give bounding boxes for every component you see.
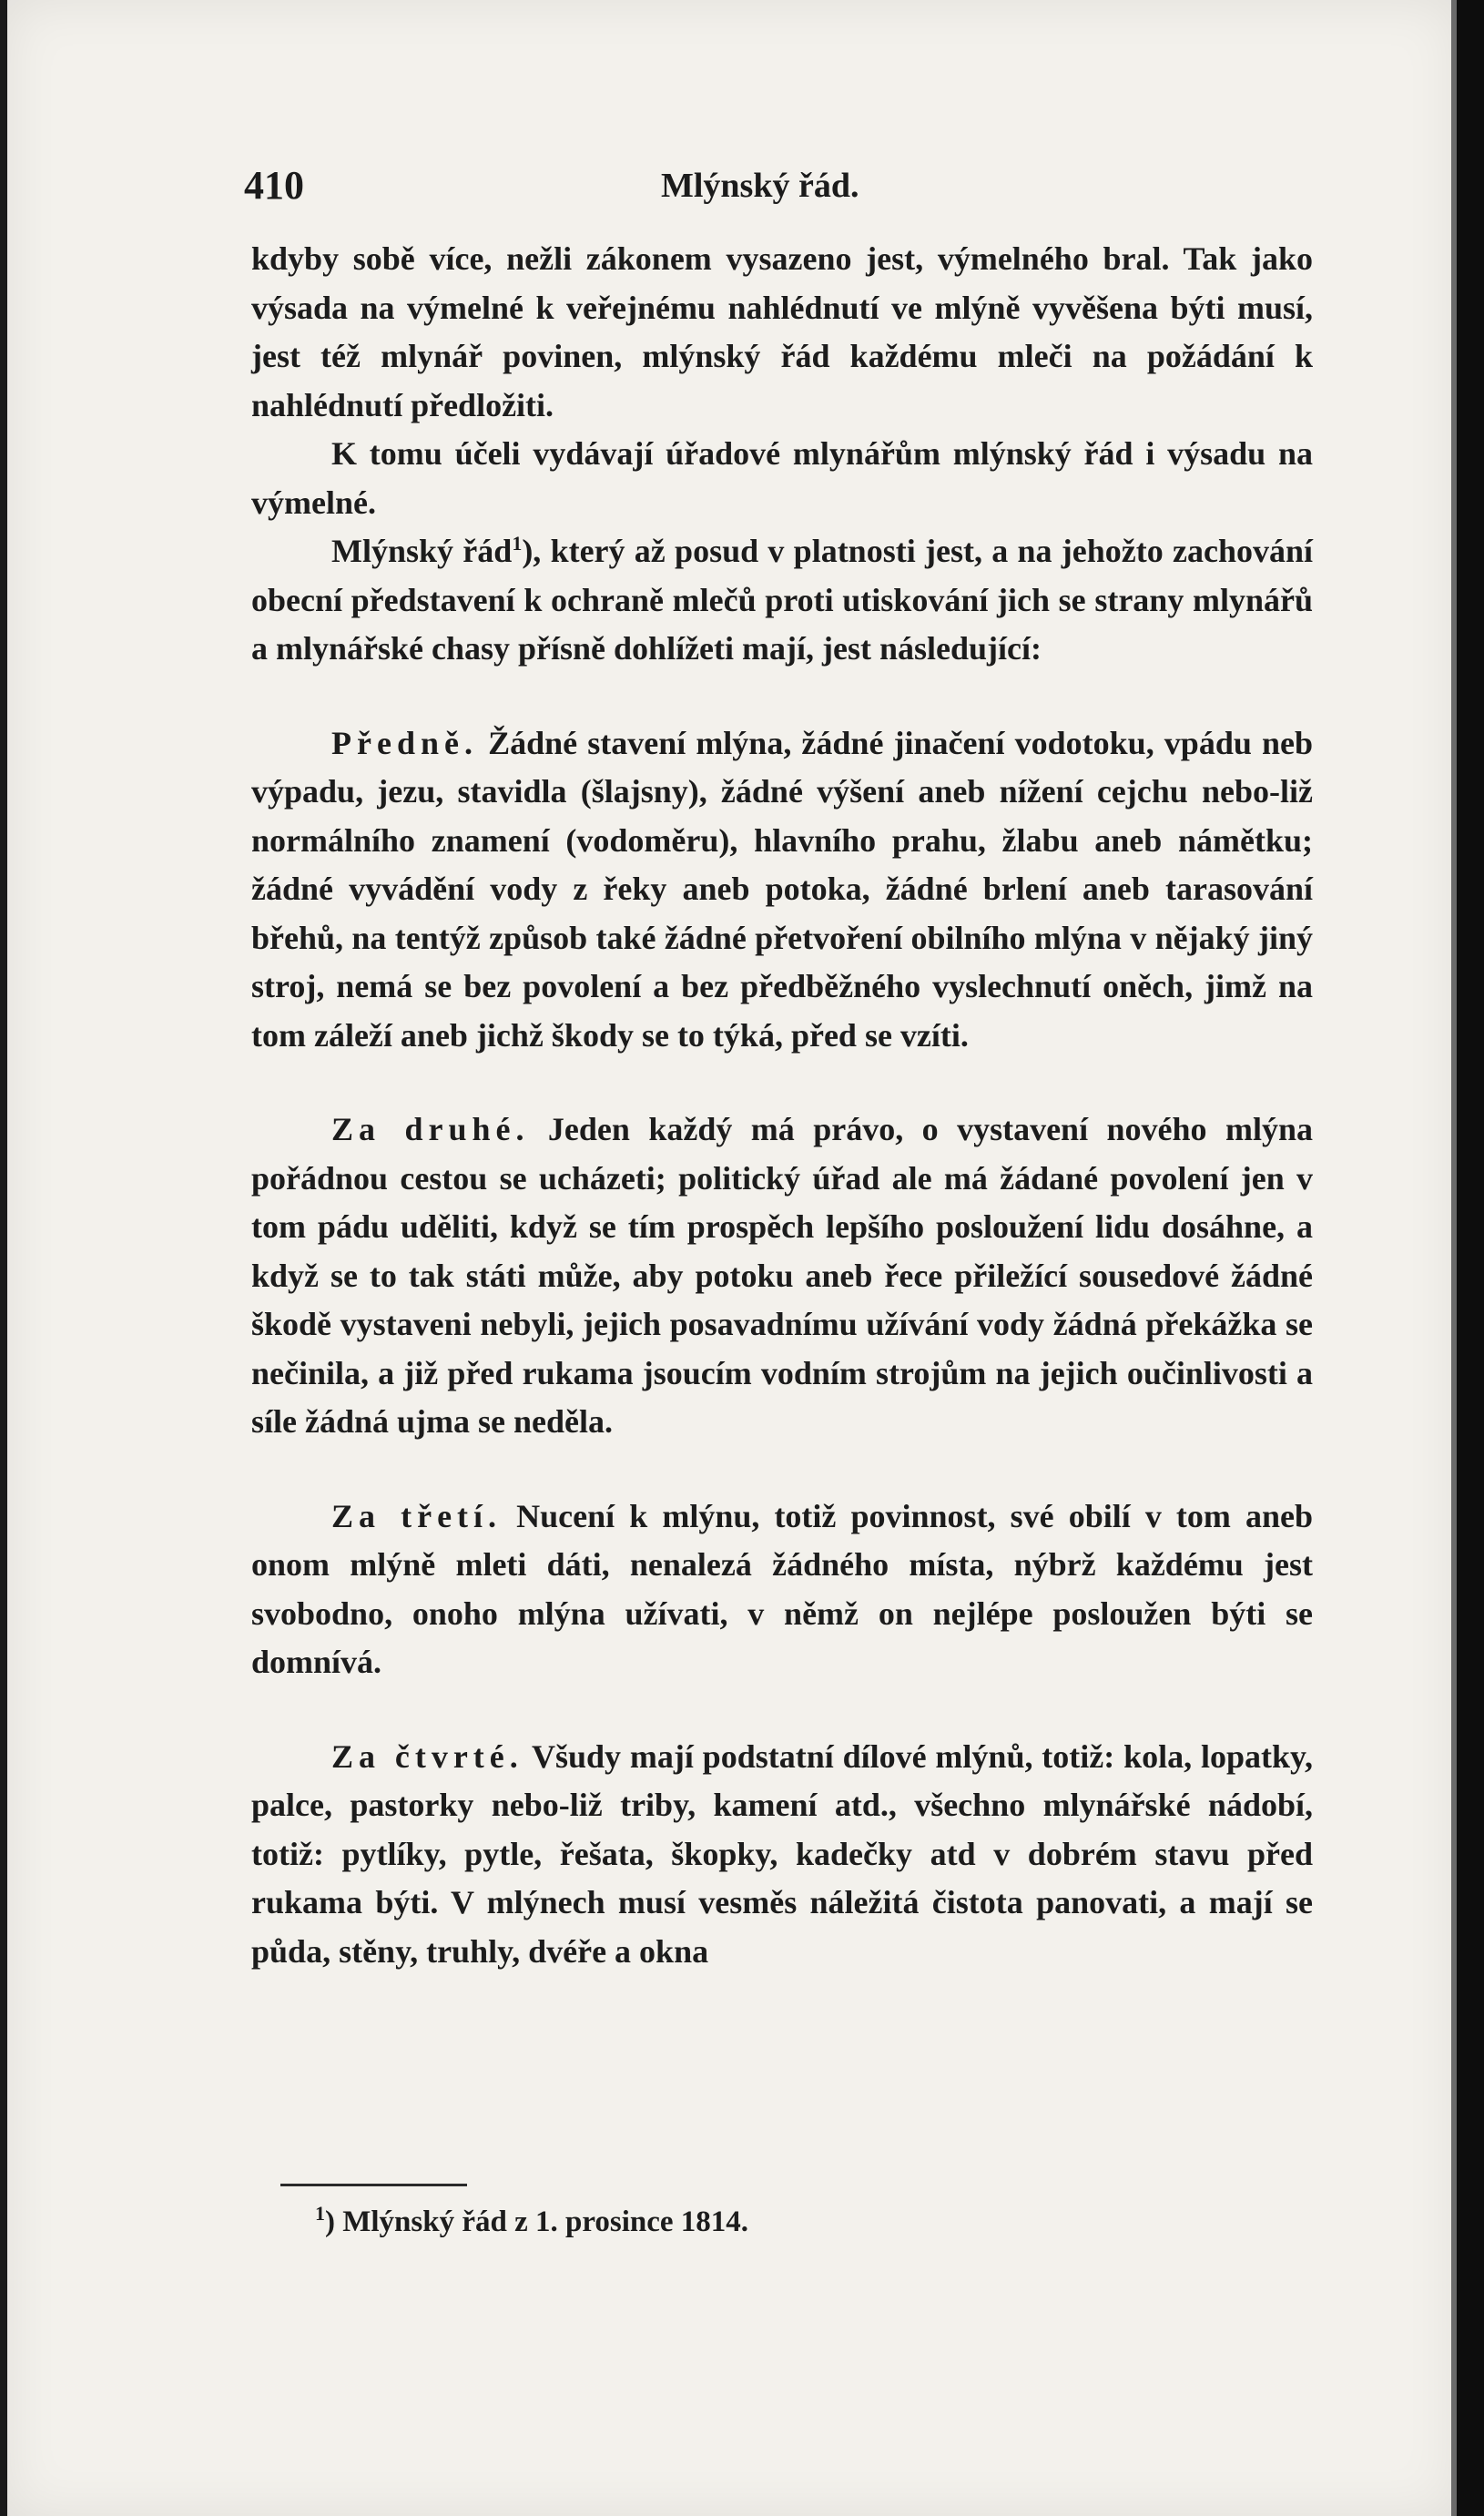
footnote-marker: 1 — [315, 2202, 325, 2225]
paragraph — [251, 235, 1313, 430]
paragraph — [251, 719, 1313, 1061]
paragraph — [251, 430, 1313, 527]
paragraph — [251, 527, 1313, 674]
running-title: Mlýnský řád. — [661, 167, 859, 205]
paragraph — [251, 1733, 1313, 1977]
paragraph-text: Mlýnský řád — [331, 533, 513, 569]
footnote-reference: 1 — [512, 532, 523, 555]
section-lead: Za druhé. — [331, 1111, 530, 1147]
footnote — [315, 2202, 749, 2239]
section-lead: Za čtvrté. — [331, 1737, 523, 1775]
book-page — [7, 0, 1457, 2516]
footnote-divider — [280, 2184, 467, 2186]
scan-border — [1457, 0, 1484, 2516]
paragraph — [251, 1105, 1313, 1447]
page-number: 410 — [244, 163, 304, 208]
page-header — [244, 162, 1318, 208]
paragraph — [251, 1492, 1313, 1687]
paragraph-text: K tomu účeli vydávají úřadové mlynářům mlýnský řád i výsadu na výmelné. — [251, 435, 1313, 521]
paragraph-text: Jeden každý má právo, o vystavení nového mlýna pořádnou cestou se ucházeti; politický úřad ale má žádané povolení jen v tom pádu uděliti, když se tím prospěch lepšího posloužení lidu dosáhne, a když se to tak státi může, aby potoku aneb řece přiležící sousedové žádné škodě vystaveni nebyli, jejich posavadnímu užívání vody žádná překážka se nečinila, a již před rukama jsoucím vodním strojům na jejich oučinlivosti a síle žádná ujma se neděla. — [251, 1111, 1313, 1440]
paragraph-text: Žádné stavení mlýna, žádné jinačení vodotoku, vpádu neb výpadu, jezu, stavidla (šlajsny), žádné výšení aneb nížení cejchu nebo-liž normálního znamení (vodoměru), hlavního prahu, žlabu aneb námětku; žádné vyvádění vody z řeky aneb potoka, žádné brlení aneb tarasování břehů, na tentýž způsob také žádné přetvoření obilního mlýna v nějaký jiný stroj, nemá se bez povolení a bez předběžného vyslechnutí oněch, jimž na tom záleží aneb jichž škody se to týká, před se vzíti. — [251, 724, 1313, 1054]
paragraph-text: Všudy mají podstatní dílové mlýnů, totiž: kola, lopatky, palce, pastorky nebo-liž triby, kamení atd., všechno mlynářské nádobí, totiž: pytlíky, pytle, řešata, škopky, kadečky atd v dobrém stavu před rukama býti. V mlýnech musí vesměs náležitá čistota panovati, a mají se půda, stěny, truhly, dvéře a okna — [251, 1737, 1314, 1970]
paragraph-text: ), který až posud v platnosti jest, a na jehožto zachování obecní představení k ochraně mlečů proti utiskování jich se strany mlynářů a mlynářské chasy přísně dohlížeti mají, jest následující: — [251, 533, 1313, 667]
paragraph-text: Nucení k mlýnu, totiž povinnost, své obilí v tom aneb onom mlýně mleti dáti, nenalezá žádného místa, nýbrž každému jest svobodno, onoho mlýna užívati, v němž on nejlépe posloužen býti se domnívá. — [251, 1497, 1314, 1680]
paragraph-text: kdyby sobě více, nežli zákonem vysazeno jest, výmelného bral. Tak jako výsada na výmelné k veřejnému nahlédnutí ve mlýně vyvěšena býti musí, jest též mlynář povinen, mlýnský řád každému mleči na požádání k nahlédnutí předložiti. — [251, 240, 1313, 423]
section-lead: Předně. — [331, 724, 478, 761]
footnote-text: ) Mlýnský řád z 1. prosince 1814. — [325, 2205, 749, 2238]
section-lead: Za třetí. — [331, 1497, 503, 1534]
body-text — [251, 235, 1313, 1976]
